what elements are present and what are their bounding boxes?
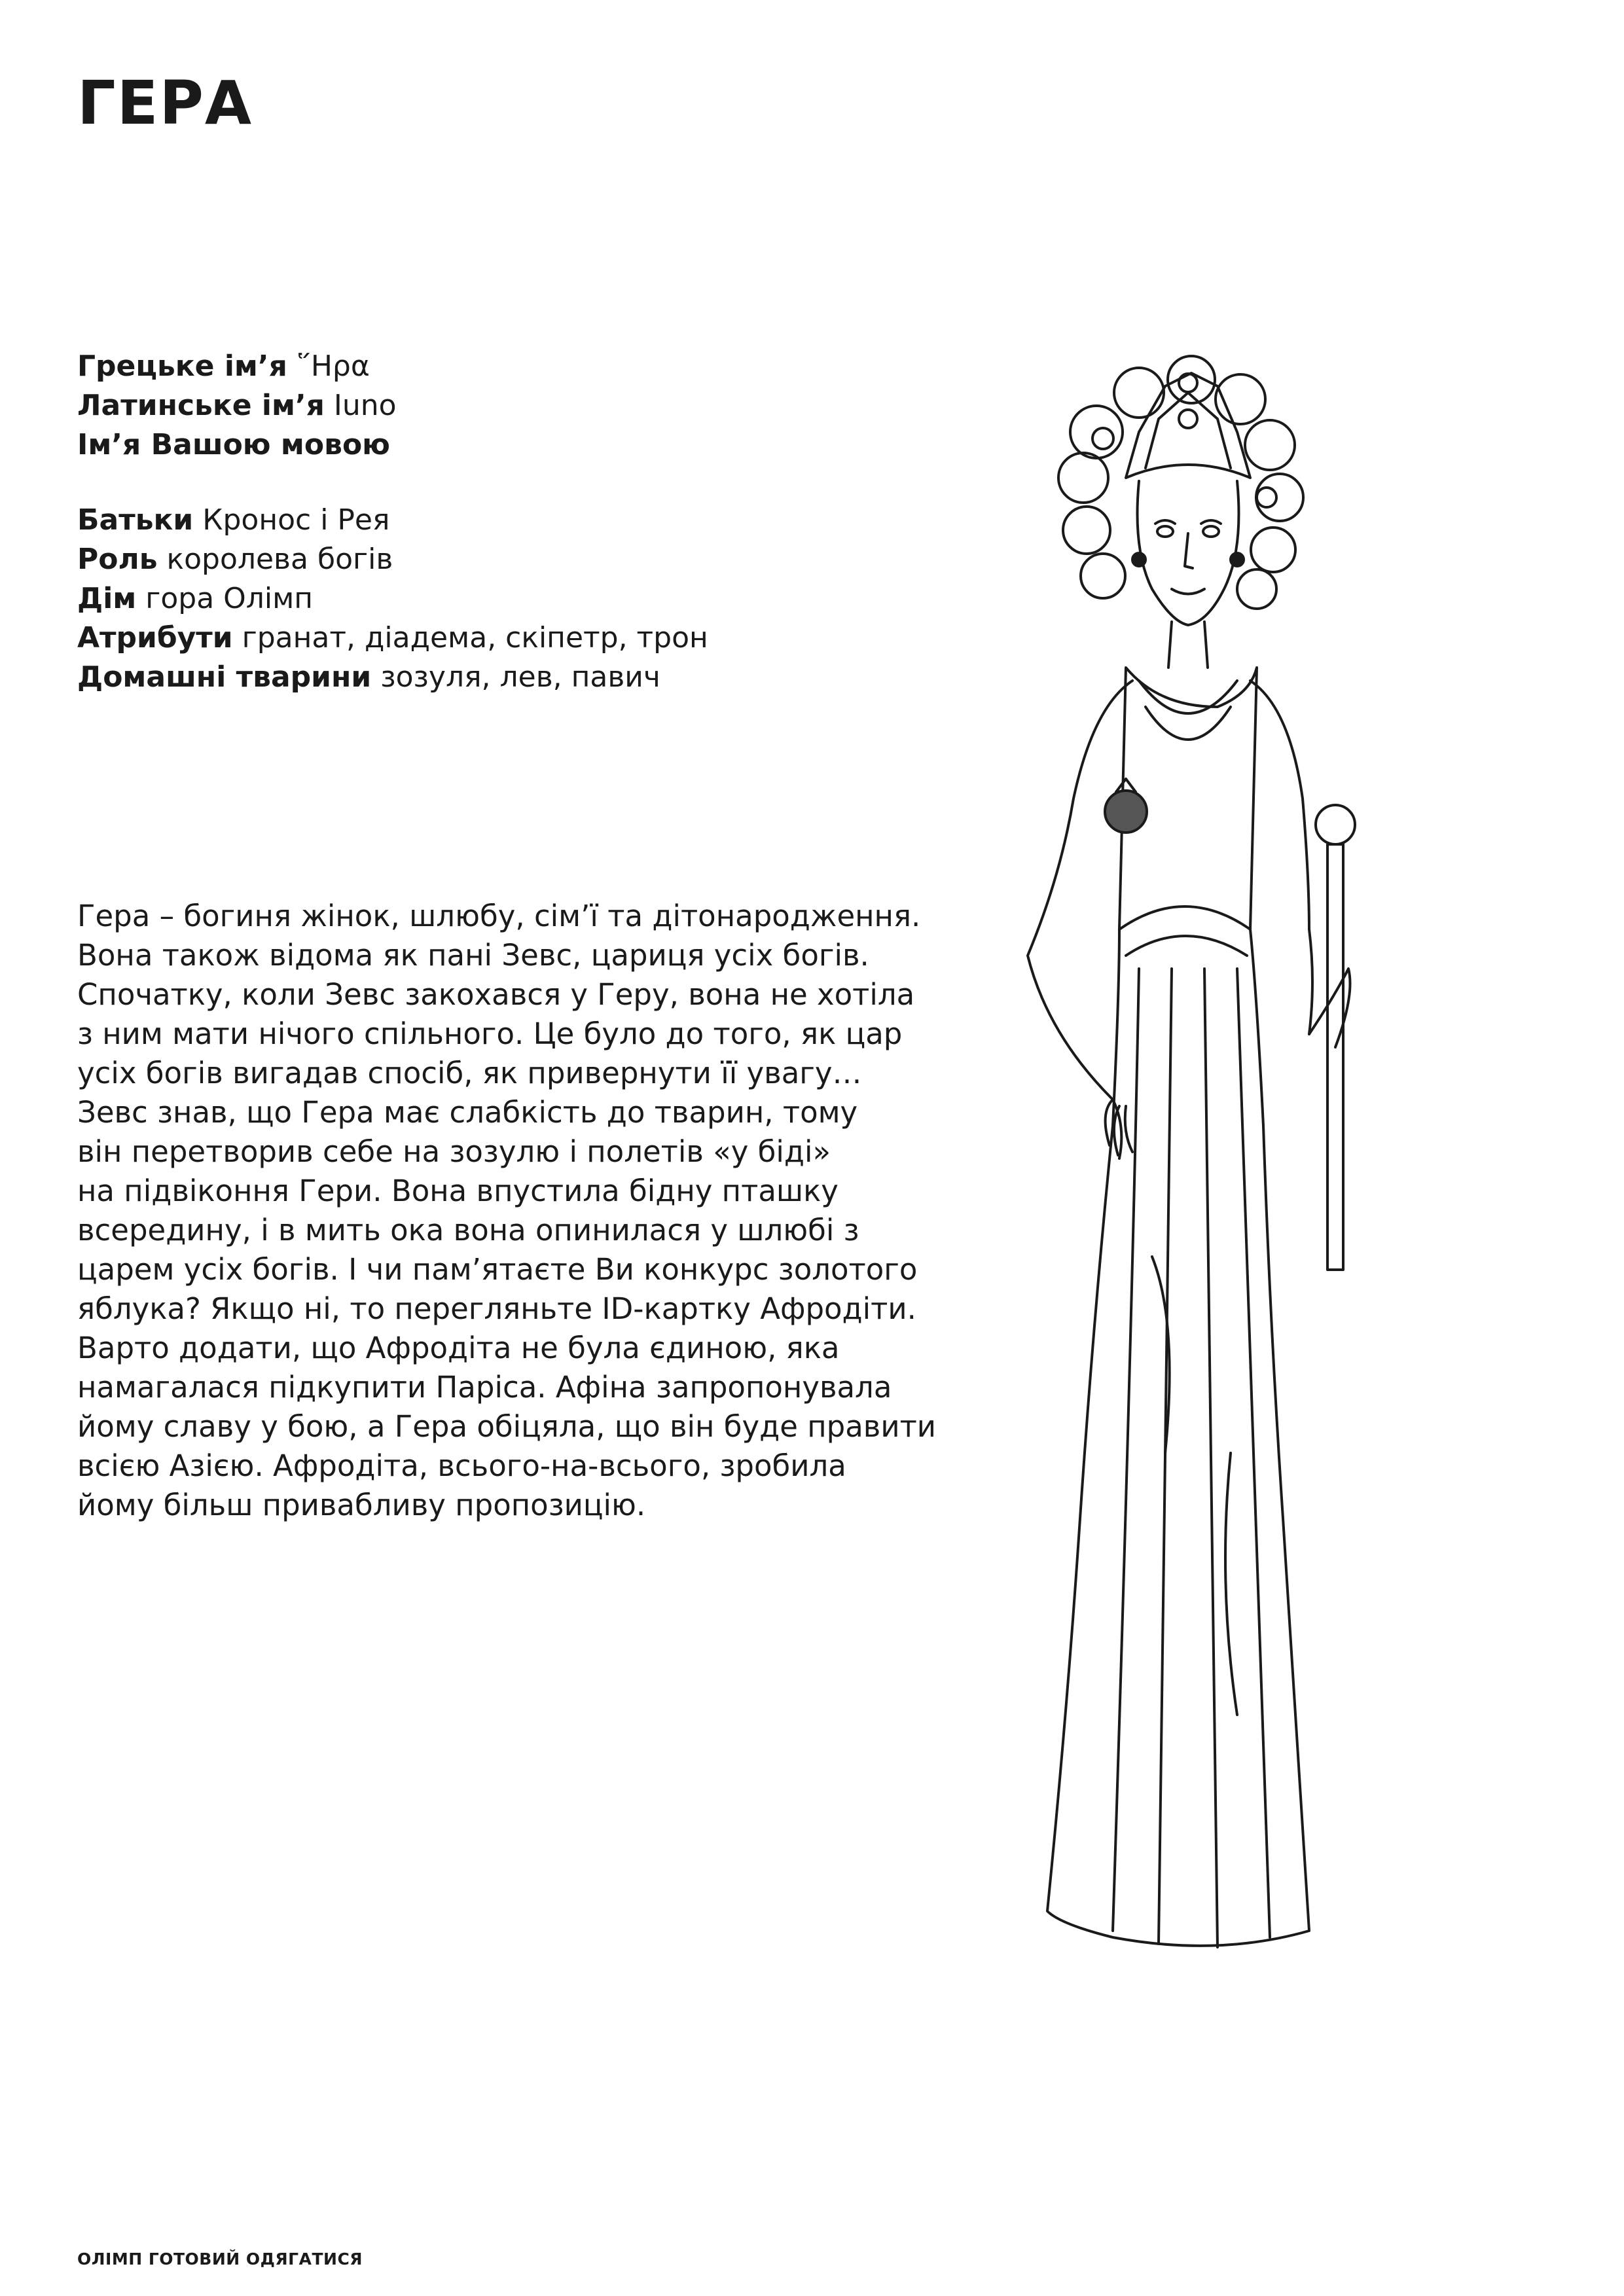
home-row	[77, 579, 915, 619]
greek-name-value: ῞Ηρα	[287, 350, 370, 383]
bio-line: Варто додати, що Афродіта не була єдиною, яка	[77, 1331, 840, 1365]
page-title: ГЕРА	[77, 68, 253, 138]
facts-list	[77, 501, 915, 697]
bio-line: з ним мати нічого спільного. Це було до того, як цар	[77, 1016, 903, 1051]
home-value: гора Олімп	[136, 582, 314, 615]
diadem-icon	[1126, 373, 1250, 478]
parents-value: Кронос і Рея	[193, 503, 390, 537]
bio-line: йому славу у бою, а Гера обіцяла, що він буде правити	[77, 1409, 937, 1444]
role-row	[77, 540, 915, 579]
greek-name-label: Грецьке ім’я	[77, 350, 287, 383]
sceptre-icon	[1316, 805, 1355, 1270]
parents-label: Батьки	[77, 503, 194, 537]
bio-line: йому більш привабливу пропозицію.	[77, 1488, 646, 1522]
right-arm	[1250, 681, 1312, 1034]
home-label: Дім	[77, 582, 137, 615]
bio-line: царем усіх богів. І чи пам’ятаєте Ви конкурс золотого	[77, 1252, 918, 1287]
names-list	[77, 347, 915, 465]
face	[1138, 481, 1239, 625]
dress	[1047, 668, 1309, 1946]
pets-value: зозуля, лев, павич	[371, 660, 660, 694]
bio-line: Зевс знав, що Гера має слабкість до тварин, тому	[77, 1095, 858, 1130]
own-language-name-label: Ім’я Вашою мовою	[77, 428, 390, 461]
bio-line: усіх богів вигадав спосіб, як привернути її увагу…	[77, 1056, 862, 1090]
attributes-value: гранат, діадема, скіпетр, трон	[232, 621, 708, 655]
greek-name-row	[77, 347, 915, 386]
role-label: Роль	[77, 543, 158, 576]
bio-line: на підвіконня Гери. Вона впустила бідну пташку	[77, 1174, 839, 1208]
bio-line: Спочатку, коли Зевс закохався у Геру, вона не хотіла	[77, 977, 915, 1012]
bio-line: всією Азією. Афродіта, всього-на-всього, зробила	[77, 1448, 846, 1483]
pets-row	[77, 658, 915, 697]
bio-line: Вона також відома як пані Зевс, цариця усіх богів.	[77, 938, 869, 973]
bio-line: яблука? Якщо ні, то перегляньте ID-картку Афродіти.	[77, 1291, 916, 1326]
pets-label: Домашні тварини	[77, 660, 372, 694]
latin-name-value: Iuno	[324, 389, 397, 422]
attributes-row	[77, 619, 915, 658]
hera-illustration	[943, 340, 1414, 1990]
hair	[1058, 356, 1303, 609]
bio-line: всередину, і в мить ока вона опинилася у шлюбі з	[77, 1213, 859, 1247]
attributes-label: Атрибути	[77, 621, 233, 655]
pomegranate-icon	[1105, 779, 1147, 833]
biography-text	[77, 897, 941, 1525]
own-language-name-row	[77, 425, 915, 465]
bio-line: намагалася підкупити Паріса. Афіна запропонувала	[77, 1370, 892, 1405]
footer-series-title: ОЛІМП ГОТОВИЙ ОДЯГАТИСЯ	[77, 2250, 363, 2269]
bio-line: Гера – богиня жінок, шлюбу, сім’ї та дітонародження.	[77, 899, 921, 933]
parents-row	[77, 501, 915, 540]
latin-name-row	[77, 386, 915, 425]
bio-line: він перетворив себе на зозулю і полетів «у біді»	[77, 1134, 831, 1169]
left-arm	[1028, 681, 1132, 1158]
role-value: королева богів	[157, 543, 393, 576]
latin-name-label: Латинське ім’я	[77, 389, 325, 422]
